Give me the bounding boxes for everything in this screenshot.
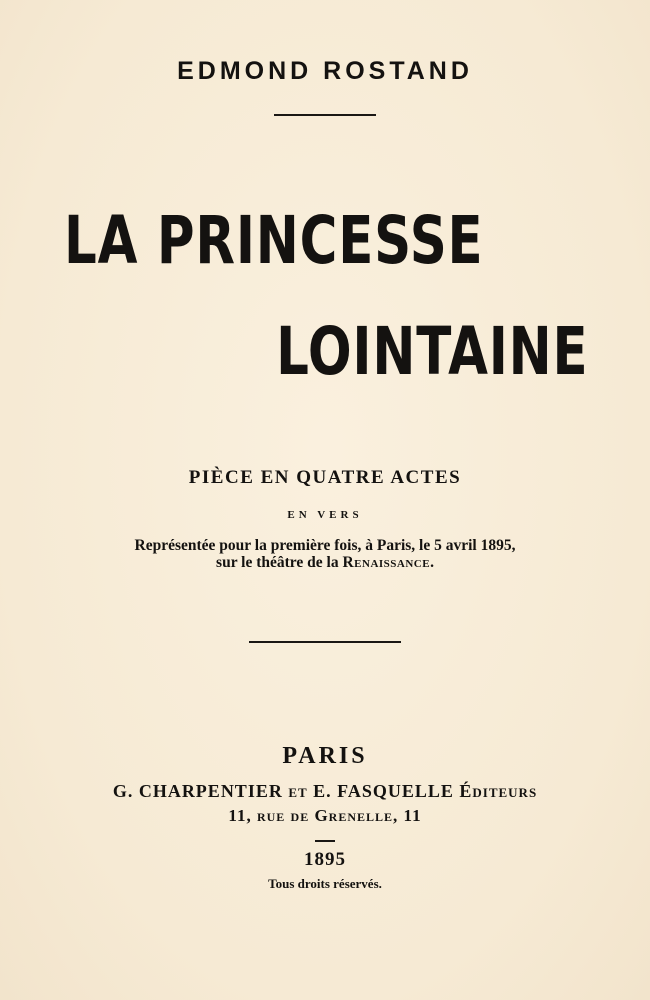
theatre-name: Renaissance bbox=[342, 554, 431, 571]
premiere-line-2-prefix: sur le théâtre de la bbox=[216, 554, 343, 571]
premiere-note bbox=[0, 537, 650, 571]
subtitle: PIÈCE EN QUATRE ACTES bbox=[188, 467, 462, 488]
title-line-1: LA PRINCESSE bbox=[64, 202, 484, 279]
publisher-conjunction: et bbox=[288, 781, 308, 801]
rights-notice: Tous droits réservés. bbox=[268, 876, 382, 891]
premiere-line-2 bbox=[0, 554, 650, 571]
premiere-line-1: Représentée pour la première fois, à Paris, le 5 avril 1895, bbox=[134, 537, 516, 554]
publisher-name-2: E. FASQUELLE bbox=[307, 781, 460, 801]
publisher-name-1: G. CHARPENTIER bbox=[112, 781, 289, 801]
publisher-role: Éditeurs bbox=[459, 781, 538, 801]
publication-city: PARIS bbox=[282, 743, 368, 769]
verse-form: EN VERS bbox=[287, 509, 363, 521]
publisher-address: 11, rue de Grenelle, 11 bbox=[228, 806, 422, 825]
premiere-line-2-suffix: . bbox=[430, 554, 434, 571]
publication-year: 1895 bbox=[304, 849, 346, 870]
title-line-2: LOINTAINE bbox=[275, 313, 588, 390]
author-name: EDMOND ROSTAND bbox=[177, 57, 473, 85]
small-divider bbox=[315, 840, 335, 842]
middle-divider bbox=[249, 641, 401, 643]
top-divider bbox=[274, 114, 376, 116]
publisher-line bbox=[0, 780, 650, 802]
